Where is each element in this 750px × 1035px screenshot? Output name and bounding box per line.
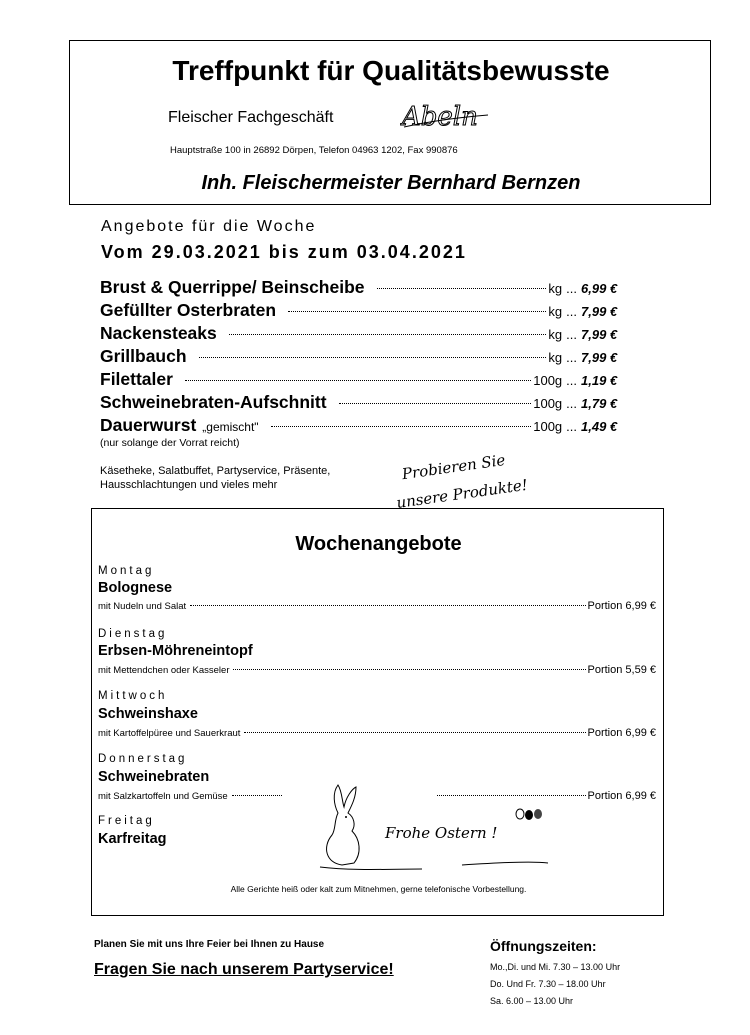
day-name: Montag xyxy=(98,565,155,577)
handwritten-note xyxy=(394,450,529,513)
offer-unit: 100g xyxy=(533,419,563,434)
offer-note: „gemischt" xyxy=(202,420,259,434)
leader-dots xyxy=(199,357,547,358)
offers-period: Vom 29.03.2021 bis zum 03.04.2021 xyxy=(101,242,467,262)
ellipsis: ... xyxy=(566,327,577,342)
offer-name: Nackensteaks xyxy=(100,323,217,343)
opening-hours-line: Do. Und Fr. 7.30 – 18.00 Uhr xyxy=(490,979,606,989)
page-title: Treffpunkt für Qualitätsbewusste xyxy=(172,55,610,86)
ellipsis: ... xyxy=(566,281,577,296)
dish-side: mit Mettendchen oder Kasseler xyxy=(98,665,230,676)
offer-row xyxy=(100,369,625,391)
dish-name: Schweinebraten xyxy=(98,769,210,785)
offer-price: 1,79 € xyxy=(581,396,618,411)
offer-price: 1,49 € xyxy=(581,419,618,434)
ellipsis: ... xyxy=(566,419,577,434)
ellipsis: ... xyxy=(566,350,577,365)
ellipsis: ... xyxy=(566,396,577,411)
dish-side: mit Kartoffelpüree und Sauerkraut xyxy=(98,728,241,739)
handwritten-line: Probieren Sie xyxy=(400,450,507,484)
offer-price: 6,99 € xyxy=(581,281,618,296)
leader-dots xyxy=(377,288,547,289)
ellipsis: ... xyxy=(566,373,577,388)
services-line: Hausschlachtungen und vieles mehr xyxy=(100,479,278,491)
logo-script: Abeln xyxy=(402,102,478,132)
offer-row xyxy=(100,277,625,299)
handwritten-line: unsere Produkte! xyxy=(395,475,529,508)
offer-row xyxy=(100,415,625,437)
day-name: Freitag xyxy=(98,815,155,827)
offers-heading: Angebote für die Woche xyxy=(101,218,317,235)
offer-unit: 100g xyxy=(533,373,563,388)
dish-side: mit Nudeln und Salat xyxy=(98,601,187,612)
shop-address: Hauptstraße 100 in 26892 Dörpen, Telefon 04963 1202, Fax 990876 xyxy=(170,145,458,156)
offer-name: Gefüllter Osterbraten xyxy=(100,300,277,320)
offer-price: 1,19 € xyxy=(581,373,618,388)
leader-dots xyxy=(233,669,585,670)
weekly-footnote: Alle Gerichte heiß oder kalt zum Mitnehmen, gerne telefonische Vorbestellung. xyxy=(230,884,527,894)
plan-text: Planen Sie mit uns Ihre Feier bei Ihnen zu Hause xyxy=(94,939,325,950)
dish-name: Erbsen-Möhreneintopf xyxy=(98,643,253,659)
offer-unit: kg xyxy=(548,350,563,365)
dish-price: Portion 6,99 € xyxy=(587,790,657,802)
offer-row xyxy=(100,323,625,345)
opening-hours-title: Öffnungszeiten: xyxy=(490,938,597,954)
offer-name: Schweinebraten-Aufschnitt xyxy=(100,392,327,412)
abeln-logo xyxy=(400,97,495,140)
services-text xyxy=(100,464,380,492)
leader-dots xyxy=(288,311,546,312)
leader-dots xyxy=(271,426,532,427)
offer-unit: 100g xyxy=(533,396,563,411)
dish-price: Portion 6,99 € xyxy=(587,600,656,612)
day-name: Donnerstag xyxy=(98,753,188,765)
offer-name: Grillbauch xyxy=(100,346,187,366)
offer-unit: kg xyxy=(548,281,563,296)
dish-name: Schweinshaxe xyxy=(98,706,198,722)
dish-row xyxy=(98,664,656,676)
leader-dots xyxy=(244,732,585,733)
offer-row xyxy=(100,346,625,368)
offer-name: Filettaler xyxy=(100,369,173,389)
header-box xyxy=(69,40,711,205)
offer-row xyxy=(100,392,625,414)
offer-price: 7,99 € xyxy=(581,304,618,319)
offer-name: Dauerwurst xyxy=(100,415,197,435)
dish-row xyxy=(98,727,656,739)
leader-dots xyxy=(185,380,531,381)
opening-hours-line: Sa. 6.00 – 13.00 Uhr xyxy=(490,996,574,1006)
leader-dots xyxy=(339,403,532,404)
weekly-title: Wochenangebote xyxy=(295,533,462,555)
day-name: Mittwoch xyxy=(98,690,168,702)
offer-unit: kg xyxy=(548,304,563,319)
weekly-offers-box xyxy=(91,508,664,916)
dish-price: Portion 5,59 € xyxy=(587,664,656,676)
offer-name: Brust & Querrippe/ Beinscheibe xyxy=(100,277,365,297)
services-line: Käsetheke, Salatbuffet, Partyservice, Präsente, xyxy=(100,465,331,477)
offer-row xyxy=(100,300,625,322)
offer-unit: kg xyxy=(548,327,563,342)
shop-subtitle: Fleischer Fachgeschäft xyxy=(168,109,334,126)
dish-name: Karfreitag xyxy=(98,831,167,847)
dish-side: mit Salzkartoffeln und Gemüse xyxy=(98,791,228,802)
stock-note: (nur solange der Vorrat reicht) xyxy=(100,437,240,449)
dish-price: Portion 6,99 € xyxy=(587,727,656,739)
dish-name: Bolognese xyxy=(98,580,173,596)
leader-dots xyxy=(232,795,282,796)
offer-price: 7,99 € xyxy=(581,327,618,342)
day-name: Dienstag xyxy=(98,628,168,640)
dish-row xyxy=(98,600,656,612)
ellipsis: ... xyxy=(566,304,577,319)
leader-dots xyxy=(190,605,585,606)
leader-dots xyxy=(229,334,547,335)
partyservice-text: Fragen Sie nach unserem Partyservice! xyxy=(94,961,394,978)
owner-line: Inh. Fleischermeister Bernhard Bernzen xyxy=(201,172,581,194)
easter-greeting: Frohe Ostern ! xyxy=(385,824,498,842)
opening-hours-line: Mo.,Di. und Mi. 7.30 – 13.00 Uhr xyxy=(490,962,621,972)
offer-price: 7,99 € xyxy=(581,350,618,365)
